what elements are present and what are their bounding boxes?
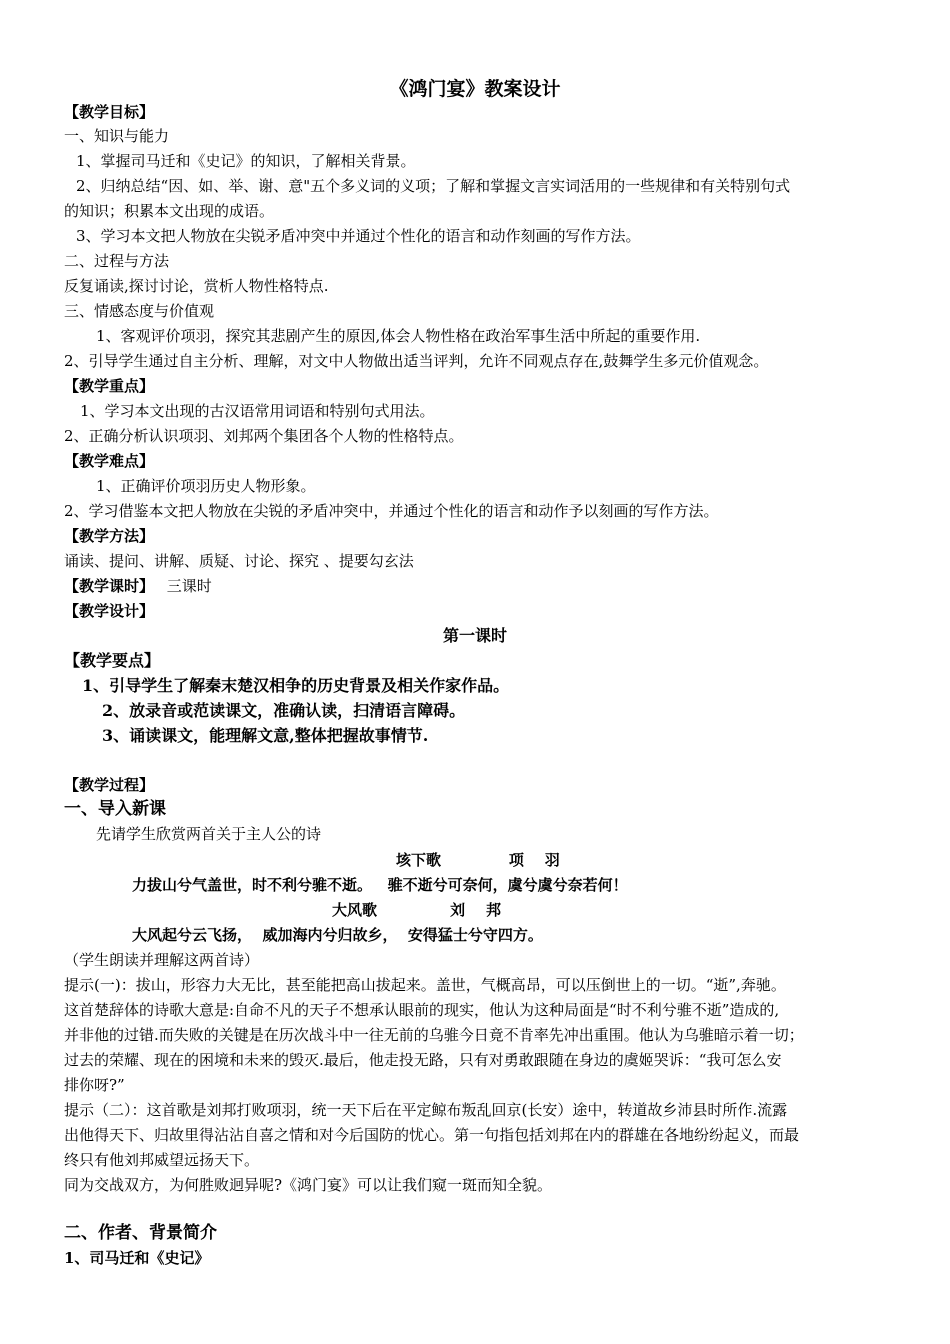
heading-author-background: 二、作者、背景简介 [64, 1223, 217, 1243]
text-line: 的知识；积累本文出现的成语。 [64, 202, 275, 220]
text-line: 2、引导学生通过自主分析、理解，对文中人物做出适当评判，允许不同观点存在,鼓舞学生多元价值观念。 [64, 352, 769, 370]
heading-intro: 一、导入新课 [64, 799, 166, 819]
section-title-first-class: 第一课时 [442, 626, 507, 645]
poem-title-gaixia: 垓下歌 项 羽 [396, 851, 560, 869]
text-line: （学生朗读并理解这两首诗） [64, 951, 260, 969]
text-line: 先请学生欣赏两首关于主人公的诗 [96, 825, 322, 843]
heading-main-points: 【教学要点】 [64, 651, 161, 670]
text-line: 排你呀?” [64, 1076, 125, 1094]
text-line: 反复诵读,探讨讨论，赏析人物性格特点. [64, 277, 329, 295]
subheading-sima-qian: 1、司马迁和《史记》 [64, 1249, 210, 1267]
text-line: 1、学习本文出现的古汉语常用词语和特别句式用法。 [80, 402, 435, 420]
heading-difficulties: 【教学难点】 [64, 452, 155, 470]
text-line: 1、掌握司马迁和《史记》的知识，了解相关背景。 [76, 152, 416, 170]
text-line: 1、正确评价项羽历史人物形象。 [96, 477, 316, 495]
class-hours-line [64, 574, 894, 598]
heading-class-hours: 【教学课时】 [64, 577, 155, 595]
heading-process: 【教学过程】 [64, 776, 155, 794]
heading-methods: 【教学方法】 [64, 527, 155, 545]
text-line: 2、正确分析认识项羽、刘邦两个集团各个人物的性格特点。 [64, 427, 464, 445]
heading-teaching-goals: 【教学目标】 [64, 103, 155, 121]
text-line: 同为交战双方，为何胜败迥异呢?《鸿门宴》可以让我们窥一斑而知全貌。 [64, 1176, 553, 1194]
heading-design: 【教学设计】 [64, 602, 155, 620]
text-line: 1、引导学生了解秦末楚汉相争的历史背景及相关作家作品。 [82, 676, 510, 695]
poem-title-dafeng: 大风歌 刘 邦 [332, 901, 501, 919]
text-line: 终只有他刘邦威望远扬天下。 [64, 1151, 260, 1169]
text-line: 出他得天下、归故里得沾沾自喜之情和对今后国防的忧心。第一句指包括刘邦在内的群雄在各地纷纷起义，而最 [64, 1126, 800, 1144]
text-line: 1、客观评价项羽，探究其悲剧产生的原因,体会人物性格在政治军事生活中所起的重要作用. [96, 327, 701, 345]
text-line: 并非他的过错.而失败的关键是在历次战斗中一往无前的乌骓今日竟不肯率先冲出重围。他认为乌骓暗示着一切； [64, 1026, 804, 1044]
text-line: 提示(一)：拔山，形容力大无比，甚至能把高山拔起来。盖世，气概高昂，可以压倒世上的一切。“逝”,奔驰。 [64, 976, 786, 994]
text-line: 3、诵读课文，能理解文意,整体把握故事情节. [102, 726, 429, 745]
class-hours-value: 三课时 [166, 577, 212, 595]
text-line: 这首楚辞体的诗歌大意是:自命不凡的天子不想承认眼前的现实，他认为这种局面是“时不利兮骓不逝”造成的, [64, 1001, 780, 1019]
poem-line-gaixia: 力拔山兮气盖世，时不利兮骓不逝。 骓不逝兮可奈何，虞兮虞兮奈若何！ [132, 876, 628, 894]
heading-key-points: 【教学重点】 [64, 377, 155, 395]
poem-line-dafeng: 大风起兮云飞扬， 威加海内兮归故乡， 安得猛士兮守四方。 [132, 926, 543, 944]
text-line: 过去的荣耀、现在的困境和未来的毁灭.最后，他走投无路，只有对勇敢跟随在身边的虞姬哭诉：“我可怎么安 [64, 1051, 782, 1069]
text-line: 2、放录音或范读课文，准确认读，扫清语言障碍。 [102, 701, 466, 720]
text-line: 诵读、提问、讲解、质疑、讨论、探究 、提要勾玄法 [64, 552, 414, 570]
document-title: 《鸿门宴》教案设计 [389, 78, 561, 100]
text-line: 二、过程与方法 [64, 252, 170, 270]
text-line: 2、学习借鉴本文把人物放在尖锐的矛盾冲突中，并通过个性化的语言和动作予以刻画的写作方法。 [64, 502, 719, 520]
text-line: 三、情感态度与价值观 [64, 302, 215, 320]
text-line: 2、归纳总结“因、如、举、谢、意"五个多义词的义项；了解和掌握文言实词活用的一些规律和有关特别句式 [76, 177, 791, 195]
text-line: 一、知识与能力 [64, 127, 170, 145]
text-line: 3、学习本文把人物放在尖锐矛盾冲突中并通过个性化的语言和动作刻画的写作方法。 [76, 227, 641, 245]
text-line: 提示（二）：这首歌是刘邦打败项羽，统一天下后在平定鲸布叛乱回京(长安）途中，转道故乡沛县时所作.流露 [64, 1101, 788, 1119]
